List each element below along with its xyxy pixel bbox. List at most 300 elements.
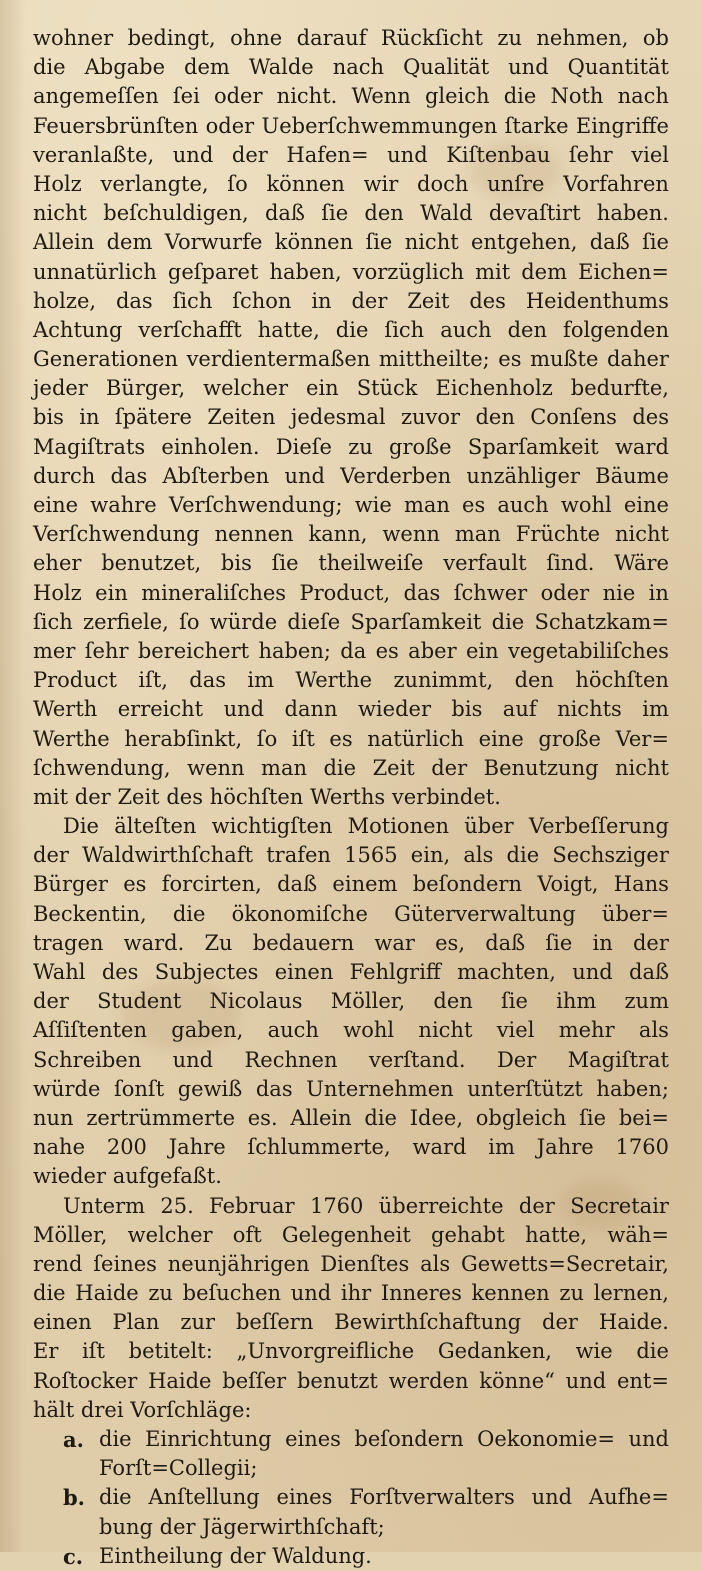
word: nicht [33,201,87,226]
word: einholen. [161,434,260,459]
word: unnatürlich [33,259,157,284]
word: bis [33,405,64,430]
word: Qualität [403,55,490,80]
word: lernen, [593,1281,669,1306]
word: haben; [258,638,331,663]
word: war [374,930,415,955]
word: den [514,668,554,693]
word: den [364,201,404,226]
word: hatte, [257,317,320,342]
word: nicht. [276,84,338,109]
text-line [33,1221,669,1250]
word: und [387,142,428,167]
text-line [33,695,669,724]
word: Sparſamkeit [467,434,599,459]
word: im [247,668,275,693]
word: nie [602,580,636,605]
text-line [33,258,669,287]
text-line [33,987,669,1016]
word: bei= [618,1105,669,1130]
word: Haide. [598,1310,669,1335]
word: angemeſſen [33,84,159,109]
word: theilweiſe [318,551,424,576]
word: und [508,55,549,80]
word: ob [642,26,669,50]
word: 25. [160,1193,194,1218]
text-line [33,783,669,812]
word: älteſten [114,814,197,839]
word: zuvor [400,405,461,430]
word: große [389,434,452,459]
word: Gedanken, [437,1339,552,1364]
word: viel [496,1018,535,1043]
word: daß [629,960,669,984]
word: Hafen= [286,142,369,167]
word: wahre [90,493,157,517]
text-line [33,374,669,403]
text-line [33,1104,669,1133]
text-line [33,141,669,170]
word: haben, [269,259,342,284]
word: bis [451,697,483,722]
word: wäh= [607,1222,669,1247]
word: ſich [172,288,213,313]
word: eine [478,726,524,751]
word: Forſtverwalters [349,1485,515,1510]
text-line [33,870,669,899]
word: Motionen [347,814,450,839]
word: doch [417,171,469,196]
word: Allein [290,1105,352,1130]
word: ſehr [568,142,613,167]
word: ſo [179,609,200,634]
word: beſſern [235,1310,314,1335]
word: Stück [356,376,418,401]
word: daß [485,930,526,955]
word: zur [180,1310,216,1335]
text-line [33,491,669,520]
text-line [33,608,669,637]
word: ſeines [93,1251,157,1276]
word: Student [97,989,182,1014]
word: herabſinkt, [124,726,243,751]
word: Zeit [117,784,160,809]
word: Voigt, [537,872,599,897]
text-line [33,170,669,199]
list-item-text [99,1542,669,1571]
word: Waldung. [272,1543,372,1568]
word: bung [99,1514,153,1539]
word: Aufhe= [588,1485,669,1510]
word: ſehr [84,638,129,663]
word: Er [33,1339,59,1364]
word: Haide [75,1281,139,1306]
word: natürlich [367,726,465,751]
word: Holz [33,171,82,196]
text-line [33,53,669,82]
word: Dieſe [275,434,332,459]
word: der [632,930,669,955]
text-line [33,24,669,53]
word: Wald [420,201,473,226]
word: ent= [616,1368,669,1393]
word: auch [440,317,492,342]
body-text [33,24,669,1571]
text-line [33,1396,669,1425]
word: der [351,288,388,313]
word: 1760 [309,1193,364,1218]
word: Kiſtenbau [446,142,551,167]
word: oder [205,113,255,138]
word: Walde [248,55,314,80]
word: höchſten [575,668,669,693]
word: Werth [33,697,98,722]
word: Wenn [351,84,411,109]
word: ſchwendung, [33,755,171,780]
word: Verderben [340,463,452,488]
word: Gewetts=Secretair, [460,1251,669,1276]
word: viel [631,142,669,167]
word: betitelt: [128,1339,213,1364]
word: da [340,638,367,663]
word: mehr [558,1018,615,1043]
text-line [33,1133,669,1162]
word: Product [33,668,117,693]
text-line [33,1308,669,1337]
word: Zeit [372,755,415,780]
word: forcirten, [161,872,262,897]
text-line [33,754,669,783]
word: zu [497,26,522,50]
word: es [462,493,486,517]
text-line [33,520,669,549]
word: des [469,288,506,313]
word: hatte, [525,1222,588,1247]
word: Waldwirthſchaft [82,843,254,868]
word: ſo [256,726,278,751]
page-gutter-shadow [0,0,26,1552]
word: Februar [209,1193,295,1218]
word: dann [284,697,338,722]
list-marker: a. [63,1427,84,1452]
word: entgehen, [470,230,578,255]
word: ſich [33,609,73,634]
word: bedauern [252,930,355,955]
word: Wäre [614,551,669,576]
word: haben. [596,201,669,226]
word: ſchwer [453,580,528,605]
word: man [454,522,501,547]
word: eher [33,551,82,576]
word: nehmen, [536,26,629,50]
list-item [33,1542,669,1571]
word: oder [213,84,263,109]
word: es [375,638,399,663]
word: nichts [557,697,622,722]
word: in [79,405,100,430]
text-line [33,1192,669,1221]
word: bedingt, [127,26,216,50]
word: Schreiben [33,1047,142,1072]
word: vegetabiliſches [507,638,669,663]
word: „Unvorgreifliche [236,1339,415,1364]
word: daß [589,230,630,255]
word: das [255,1076,293,1101]
list-item-text [99,1425,669,1454]
word: trafen [266,843,331,868]
text-line [33,1250,669,1279]
word: Abſterben [162,463,270,488]
word: dem [521,259,568,284]
word: Roſtocker [33,1368,138,1393]
word: die [33,1281,66,1306]
word: das [403,580,441,605]
word: gleich [424,84,490,109]
list-item [33,1513,669,1542]
word: verbindet. [391,784,501,809]
word: die [506,843,540,868]
list-item [33,1425,669,1454]
word: im [642,697,669,722]
text-line [33,812,669,841]
word: verſchafft [138,317,242,342]
text-line [33,316,669,345]
word: ward. [123,930,185,955]
word: werden [388,1368,469,1393]
word: ſchon [232,288,292,313]
word: Anſtellung [148,1485,260,1510]
word: mer [33,638,76,663]
word: Heidenthums [525,288,669,313]
word: beſondern [412,872,522,897]
word: einen [274,960,334,984]
word: es. [247,1105,278,1130]
word: Möller, [330,989,406,1014]
text-line [33,462,669,491]
word: Holz [33,580,82,605]
text-line [33,228,669,257]
text-line [33,1162,669,1191]
word: nach [332,55,385,80]
word: ſich [384,317,425,342]
word: benutzet, [101,551,202,576]
word: Fehlgriff [349,960,441,984]
word: Bürger [33,872,108,897]
word: Bürger, [105,376,186,401]
text-line [33,199,669,228]
word: Jägerwirthſchaft; [202,1514,385,1539]
word: Rechnen [244,1047,338,1072]
word: ſchlummerte, [247,1135,391,1160]
word: große [538,726,601,751]
word: drei [80,1397,124,1422]
word: ſo [227,171,248,196]
word: Oekonomie= [477,1427,615,1451]
word: Magiſtrat [567,1047,669,1072]
word: darauf [296,26,367,50]
text-line [33,1075,669,1104]
word: man [403,493,450,517]
word: machten, [457,960,556,984]
word: und [628,1427,669,1451]
word: oder [540,580,590,605]
text-line [33,1046,669,1075]
word: durch [33,463,96,488]
word: können [266,171,345,196]
word: iſt [291,726,315,751]
word: Werthe [295,668,373,693]
word: über [464,814,514,839]
text-line [33,112,669,141]
text-line [33,841,669,870]
word: zum [624,989,669,1014]
word: der [33,989,69,1014]
word: des [166,784,203,809]
word: dieſe [287,609,341,634]
word: Der [496,1047,537,1072]
word: jedesmal [290,405,386,430]
word: ward [412,1135,467,1160]
word: vorzüglich [352,259,464,284]
word: 1760 [615,1135,669,1160]
word: die [335,317,369,342]
word: Haide [148,1368,212,1393]
text-line [33,637,669,666]
word: Eingriffe [575,113,669,138]
word: Aſſiſtenten [33,1018,147,1043]
word: beſſer [222,1368,287,1393]
word: kann, [308,522,368,547]
word: dem [106,230,153,255]
word: die [172,901,206,926]
word: Schatzkam= [534,609,669,634]
word: und [284,463,325,488]
text-line [33,900,669,929]
word: Verbeſſerung [528,814,669,839]
word: die [503,84,537,109]
word: ſie [321,201,349,226]
word: Zeit [407,288,450,313]
text-line [33,725,669,754]
word: Jahre [168,1135,226,1160]
word: nahe [33,1135,85,1160]
word: 200 [106,1135,147,1160]
word: ohne [230,26,283,50]
word: verdientermaßen [186,347,371,372]
word: Noth [550,84,604,109]
word: obgleich [475,1105,567,1130]
word: Verſchwendung [33,522,200,547]
word: ſei [172,84,200,109]
text-line [33,666,669,695]
word: Plan [112,1310,160,1335]
word: 1565 [344,843,398,868]
word: mußte [530,347,599,372]
word: Benutzung [483,755,599,780]
word: oft [232,1222,262,1247]
word: Bewirthſchaftung [334,1310,522,1335]
word: nicht [418,1018,473,1043]
text-line [33,579,669,608]
word: kennen [471,1281,550,1306]
word: auf [502,697,537,722]
word: daß [277,872,318,897]
list-marker: c. [63,1543,84,1569]
word: ſind. [546,551,595,576]
word: den [475,405,515,430]
word: ein [465,638,499,663]
word: Möller, [33,1222,108,1247]
word: Generationen [33,347,178,372]
word: wie [354,493,392,517]
word: einen [33,1310,92,1335]
word: Conſens [530,405,617,430]
word: höchſten [209,784,304,809]
word: Wahl [33,960,86,984]
list-marker: b. [63,1485,85,1511]
word: ſie [271,551,299,576]
word: Hans [613,872,669,897]
word: wenn [382,522,440,547]
word: ſie [642,230,669,255]
word: die [364,1105,397,1130]
list-item [33,1483,669,1512]
word: unzähliger [466,463,580,488]
word: nennen [214,522,294,547]
text-line [33,82,669,111]
word: man [261,755,307,780]
word: ſie [545,930,573,955]
word: dem [184,55,230,80]
word: wieder [357,697,431,722]
word: Früchte [515,522,601,547]
word: auch [267,1018,319,1043]
word: Güterverwaltung [394,901,576,926]
word: einem [332,872,398,897]
text-line [33,287,669,316]
word: gewiß [177,1076,243,1101]
word: Einrichtung [145,1427,272,1451]
word: der [74,784,111,809]
word: Beckentin, [33,901,147,926]
word: ſie [579,1105,607,1130]
word: daher [606,347,669,372]
word: der [231,142,268,167]
word: iſt, [138,668,168,693]
word: ſonſt [113,1076,165,1101]
word: Ueberſchwemmungen [261,113,498,138]
word: in [648,580,669,605]
word: auch [497,493,549,517]
word: beſondern [354,1427,464,1451]
word: aber [408,638,457,663]
word: zerfiele, [83,609,169,634]
word: mit [33,784,69,809]
word: als [463,843,494,868]
word: tragen [33,930,104,955]
word: es [498,347,522,372]
text-line [33,433,669,462]
word: zu [348,434,373,459]
word: hält [33,1397,75,1422]
word: Vorwurfe [164,230,263,255]
word: Sparſamkeit [350,609,482,634]
text-line [33,929,669,958]
word: Eintheilung [99,1543,223,1568]
word: es, [435,930,465,955]
word: wohl [343,1018,395,1043]
word: bereichert [137,638,250,663]
